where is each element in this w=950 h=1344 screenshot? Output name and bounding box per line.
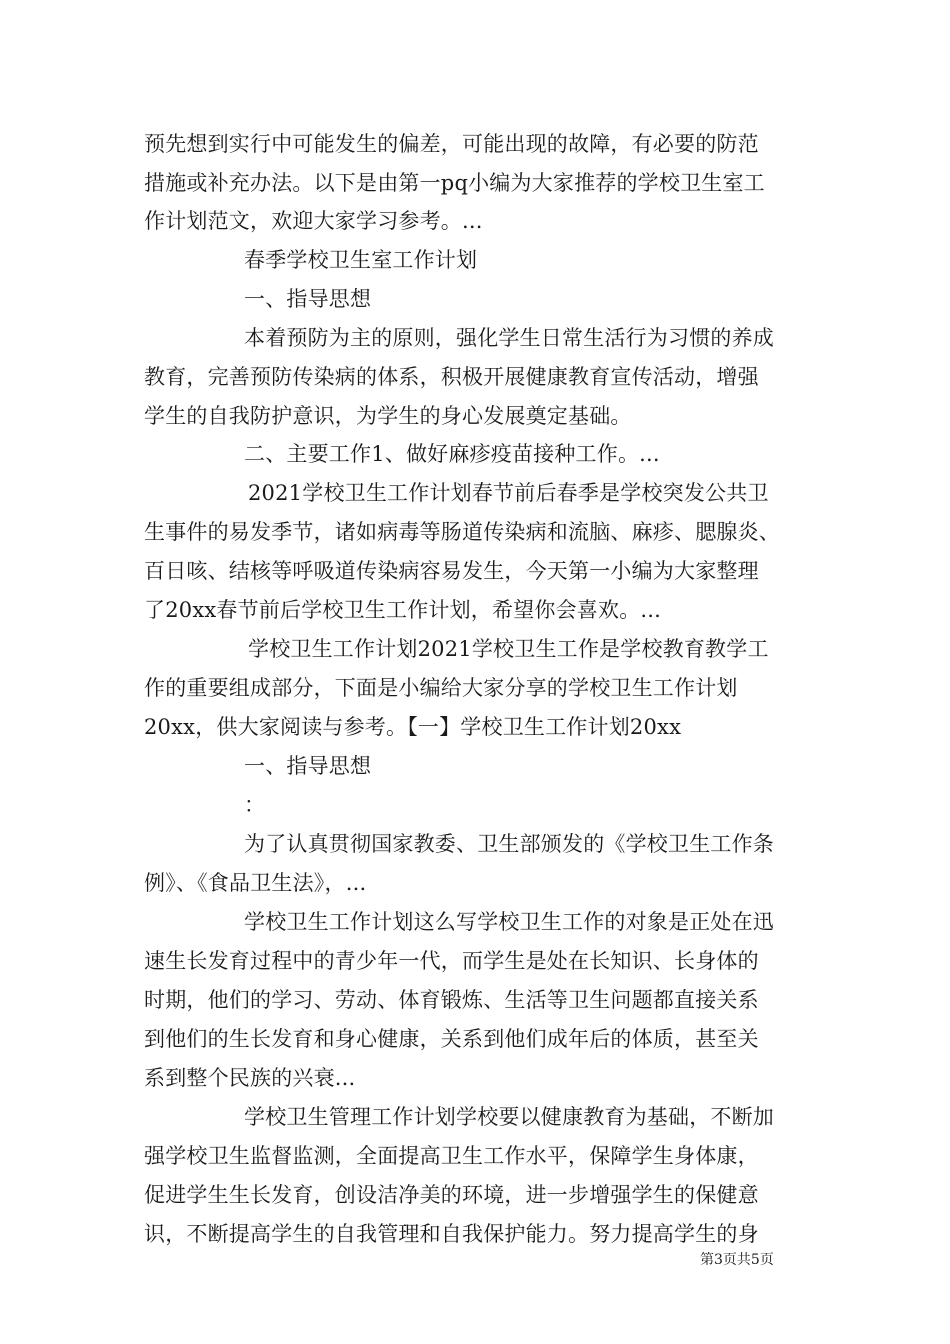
heading-main-work: 二、主要工作1、做好麻疹疫苗接种工作。... — [244, 442, 660, 466]
text-line-24: 到他们的生长发育和身心健康，关系到他们成年后的体质，甚至关 — [144, 1027, 759, 1051]
text-line-20: 例》、《食品卫生法》，... — [144, 871, 367, 895]
text-line-27: 强学校卫生监督监测，全面提高卫生工作水平，保障学生身体康， — [144, 1144, 759, 1168]
text-line-2: 措施或补充办法。以下是由第一pq小编为大家推荐的学校卫生室工 — [144, 171, 765, 195]
heading-guiding-thought-1: 一、指导思想 — [244, 287, 372, 311]
page-number-footer: 第3页共5页 — [700, 1252, 774, 1268]
text-line-10: 2021学校卫生工作计划春节前后春季是学校突发公共卫 — [248, 481, 769, 505]
text-line-11: 生事件的易发季节，诸如病毒等肠道传染病和流脑、麻疹、腮腺炎、 — [144, 520, 780, 544]
section-title: 春季学校卫生室工作计划 — [244, 248, 478, 272]
text-line-3: 作计划范文，欢迎大家学习参考。... — [144, 209, 483, 233]
text-line-22: 速生长发育过程中的青少年一代，而学生是处在长知识、长身体的 — [144, 949, 759, 973]
text-line-16: 20xx，供大家阅读与参考。【一】学校卫生工作计划20xx — [144, 715, 682, 739]
text-line-21: 学校卫生工作计划这么写学校卫生工作的对象是正处在迅 — [244, 910, 774, 934]
text-line-23: 时期，他们的学习、劳动、体育锻炼、生活等卫生问题都直接关系 — [144, 988, 759, 1012]
text-line-6: 本着预防为主的原则，强化学生日常生活行为习惯的养成 — [244, 326, 774, 350]
text-line-19: 为了认真贯彻国家教委、卫生部颁发的《学校卫生工作条 — [244, 832, 774, 856]
text-line-26: 学校卫生管理工作计划学校要以健康教育为基础，不断加 — [244, 1105, 774, 1129]
text-line-7: 教育，完善预防传染病的体系，积极开展健康教育宣传活动，增强 — [144, 365, 759, 389]
text-line-29: 识，不断提高学生的自我管理和自我保护能力。努力提高学生的身 — [144, 1222, 759, 1246]
text-line-15: 作的重要组成部分，下面是小编给大家分享的学校卫生工作计划 — [144, 676, 738, 700]
text-line-28: 促进学生生长发育，创设洁净美的环境，进一步增强学生的保健意 — [144, 1183, 759, 1207]
text-line-13: 了20xx春节前后学校卫生工作计划，希望你会喜欢。... — [144, 598, 662, 622]
heading-guiding-thought-2: 一、指导思想 — [244, 754, 372, 778]
text-line-1: 预先想到实行中可能发生的偏差，可能出现的故障，有必要的防范 — [144, 132, 759, 156]
text-line-25: 系到整个民族的兴衰... — [144, 1066, 356, 1090]
text-line-14: 学校卫生工作计划2021学校卫生工作是学校教育教学工 — [248, 637, 769, 661]
colon-line: ： — [244, 793, 266, 817]
text-line-12: 百日咳、结核等呼吸道传染病容易发生，今天第一小编为大家整理 — [144, 559, 759, 583]
text-line-8: 学生的自我防护意识，为学生的身心发展奠定基础。 — [144, 404, 632, 428]
